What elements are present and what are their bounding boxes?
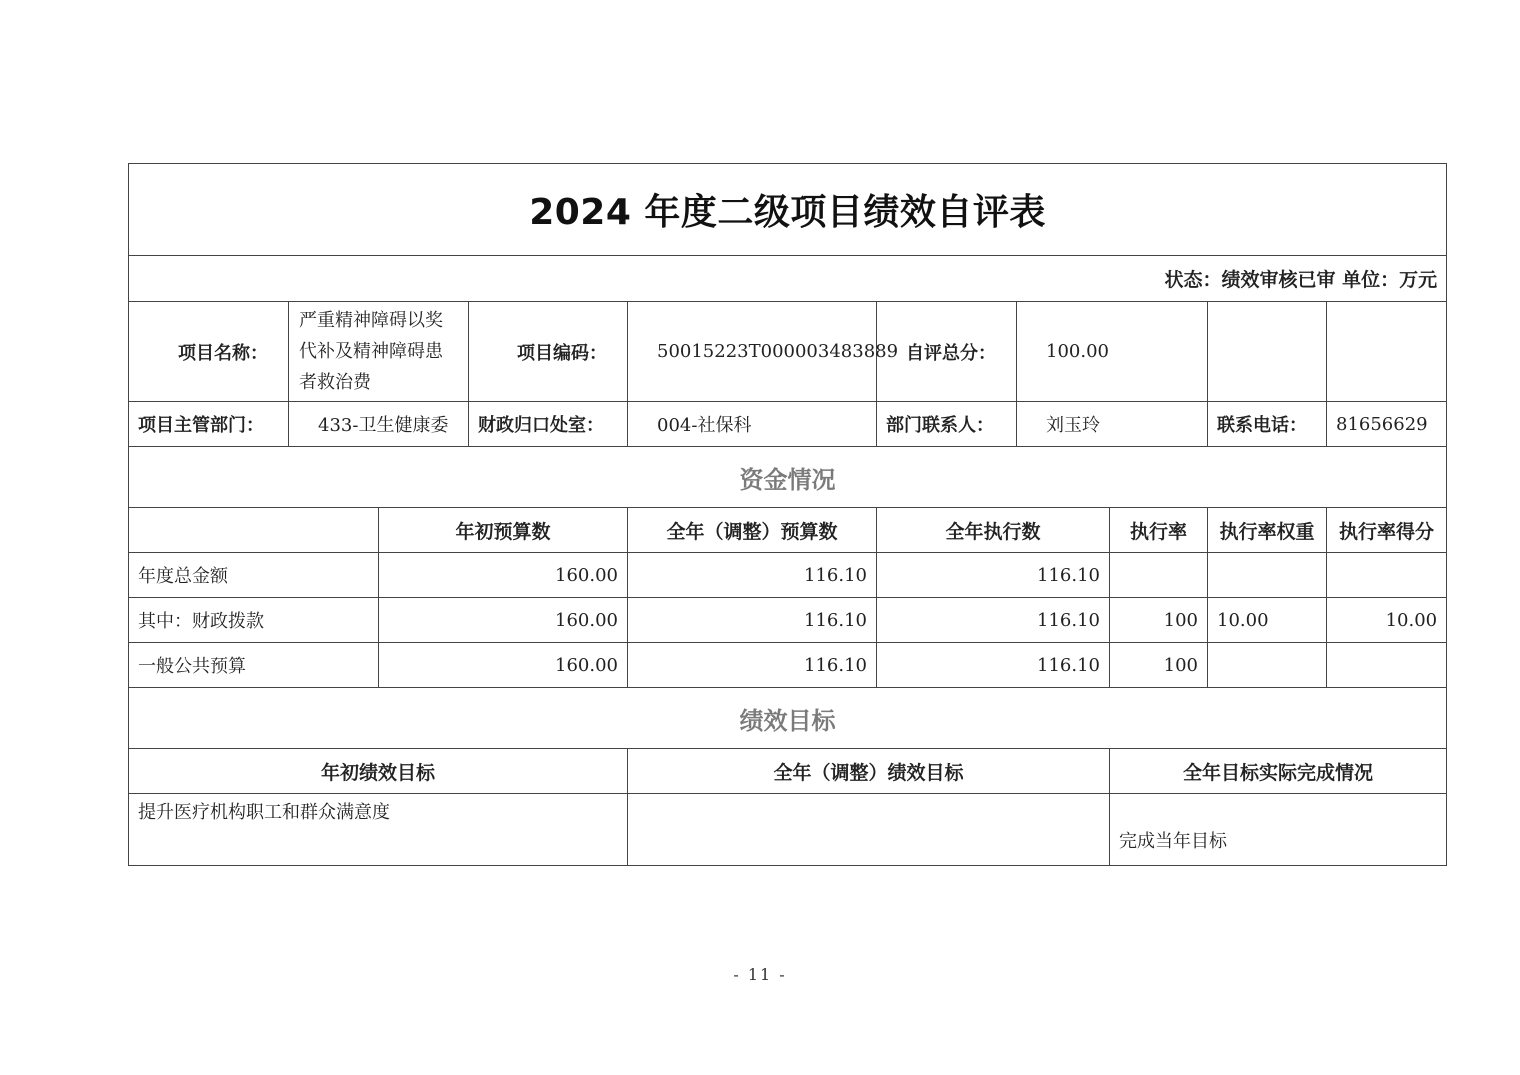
phone-label: 联系电话： — [1208, 402, 1327, 447]
empty-cell — [1327, 302, 1447, 402]
performance-evaluation-table — [128, 163, 1447, 866]
executed-cell: 116.10 — [877, 553, 1110, 598]
self-score-value: 100.00 — [1017, 302, 1208, 402]
project-name-label: 项目名称： — [129, 302, 289, 402]
header-executed: 全年执行数 — [877, 508, 1110, 553]
row-label: 其中：财政拨款 — [129, 598, 379, 643]
executed-cell: 116.10 — [877, 643, 1110, 688]
header-adjusted-budget: 全年（调整）预算数 — [628, 508, 877, 553]
dept-value: 433-卫生健康委 — [289, 402, 469, 447]
project-code-label: 项目编码： — [469, 302, 628, 402]
rate-cell — [1110, 553, 1208, 598]
contact-value: 刘玉玲 — [1017, 402, 1208, 447]
adjusted-budget-cell: 116.10 — [628, 553, 877, 598]
header-adjusted-goal: 全年（调整）绩效目标 — [628, 749, 1110, 794]
adjusted-budget-cell: 116.10 — [628, 598, 877, 643]
score-cell — [1327, 643, 1447, 688]
self-score-label: 自评总分： — [877, 302, 1017, 402]
funds-header-blank — [129, 508, 379, 553]
phone-value: 81656629 — [1327, 402, 1447, 447]
score-cell — [1327, 553, 1447, 598]
header-score: 执行率得分 — [1327, 508, 1447, 553]
table-row — [129, 553, 1447, 598]
initial-budget-cell: 160.00 — [379, 643, 628, 688]
page-number: - 11 - — [733, 965, 787, 984]
rate-cell: 100 — [1110, 643, 1208, 688]
header-initial-budget: 年初预算数 — [379, 508, 628, 553]
header-actual-completion: 全年目标实际完成情况 — [1110, 749, 1447, 794]
adjusted-goal-cell — [628, 794, 1110, 866]
weight-cell — [1208, 553, 1327, 598]
adjusted-budget-cell: 116.10 — [628, 643, 877, 688]
status-unit-line: 状态：绩效审核已审 单位：万元 — [129, 256, 1447, 302]
table-row — [129, 598, 1447, 643]
initial-budget-cell: 160.00 — [379, 553, 628, 598]
row-label: 年度总金额 — [129, 553, 379, 598]
contact-label: 部门联系人： — [877, 402, 1017, 447]
weight-cell: 10.00 — [1208, 598, 1327, 643]
goals-section-title: 绩效目标 — [129, 688, 1447, 749]
project-code-value: 50015223T000003483889 — [628, 302, 877, 402]
empty-cell — [1208, 302, 1327, 402]
funds-section-title: 资金情况 — [129, 447, 1447, 508]
rate-cell: 100 — [1110, 598, 1208, 643]
actual-completion-cell: 完成当年目标 — [1110, 794, 1447, 866]
initial-goal-cell: 提升医疗机构职工和群众满意度 — [129, 794, 628, 866]
header-rate: 执行率 — [1110, 508, 1208, 553]
page-title: 2024 年度二级项目绩效自评表 — [129, 164, 1447, 256]
initial-budget-cell: 160.00 — [379, 598, 628, 643]
header-weight: 执行率权重 — [1208, 508, 1327, 553]
weight-cell — [1208, 643, 1327, 688]
score-cell: 10.00 — [1327, 598, 1447, 643]
dept-label: 项目主管部门： — [129, 402, 289, 447]
finance-office-label: 财政归口处室： — [469, 402, 628, 447]
finance-office-value: 004-社保科 — [628, 402, 877, 447]
project-name-value: 严重精神障碍以奖代补及精神障碍患者救治费 — [289, 302, 469, 402]
executed-cell: 116.10 — [877, 598, 1110, 643]
header-initial-goal: 年初绩效目标 — [129, 749, 628, 794]
table-row — [129, 643, 1447, 688]
row-label: 一般公共预算 — [129, 643, 379, 688]
